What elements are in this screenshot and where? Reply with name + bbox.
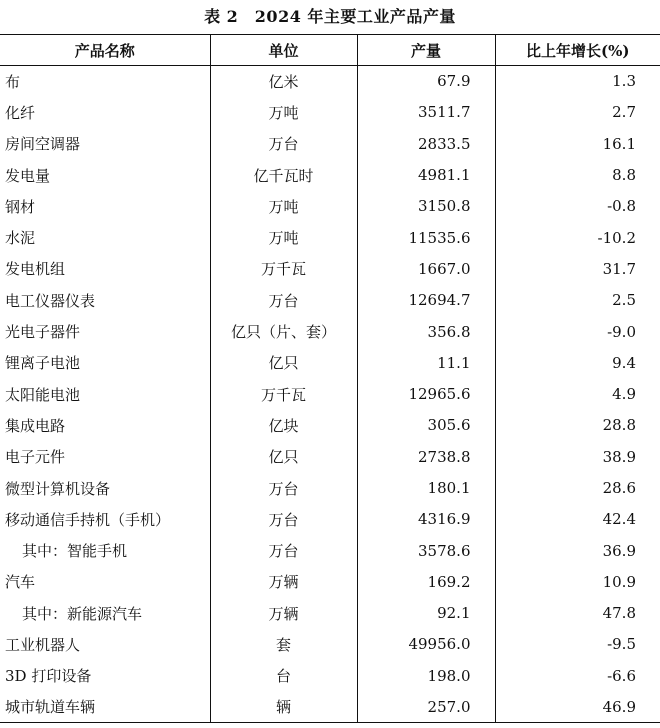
growth-cell: -10.2 xyxy=(495,222,660,253)
growth-cell: 46.9 xyxy=(495,691,660,722)
unit-cell: 万辆 xyxy=(210,598,357,629)
output-cell: 3578.6 xyxy=(357,535,495,566)
output-cell: 169.2 xyxy=(357,566,495,597)
product-name-cell: 太阳能电池 xyxy=(5,385,81,404)
unit-cell: 万吨 xyxy=(210,222,357,253)
output-cell: 1667.0 xyxy=(357,253,495,284)
table-row xyxy=(0,159,660,190)
unit-cell: 亿米 xyxy=(210,66,357,97)
growth-cell: 28.8 xyxy=(495,410,660,441)
output-cell: 12694.7 xyxy=(357,285,495,316)
header-growth: 比上年增长(%) xyxy=(495,35,660,66)
unit-cell: 万台 xyxy=(210,535,357,566)
growth-cell: 9.4 xyxy=(495,347,660,378)
product-name-cell: 微型计算机设备 xyxy=(5,479,111,498)
output-cell: 11535.6 xyxy=(357,222,495,253)
table-row xyxy=(0,316,660,347)
unit-cell: 万吨 xyxy=(210,191,357,222)
growth-cell: 42.4 xyxy=(495,504,660,535)
output-cell: 12965.6 xyxy=(357,378,495,409)
table-row xyxy=(0,347,660,378)
product-name-cell: 城市轨道车辆 xyxy=(0,691,210,722)
unit-cell: 万台 xyxy=(210,472,357,503)
product-name-cell: 其中：智能手机 xyxy=(22,542,128,561)
header-output: 产量 xyxy=(357,35,495,66)
product-name-cell: 电工仪器仪表 xyxy=(5,291,96,310)
table-row xyxy=(0,504,660,535)
unit-cell: 亿只 xyxy=(210,441,357,472)
output-cell: 3150.8 xyxy=(357,191,495,222)
output-cell: 2738.8 xyxy=(357,441,495,472)
unit-cell: 台 xyxy=(210,660,357,691)
table-row xyxy=(0,691,660,722)
product-name-cell: 电子元件 xyxy=(5,448,66,467)
unit-cell: 辆 xyxy=(210,691,357,722)
output-cell: 3511.7 xyxy=(357,97,495,128)
unit-cell: 亿只（片、套） xyxy=(210,316,357,347)
product-name-cell: 其中：新能源汽车 xyxy=(22,604,143,623)
table-row xyxy=(0,66,660,97)
unit-cell: 万台 xyxy=(210,504,357,535)
product-name-cell: 光电子器件 xyxy=(5,323,81,342)
growth-cell: 28.6 xyxy=(495,472,660,503)
output-cell: 92.1 xyxy=(357,598,495,629)
product-name-cell: 发电机组 xyxy=(5,260,66,279)
table-row xyxy=(0,598,660,629)
table-row xyxy=(0,410,660,441)
table-row xyxy=(0,97,660,128)
table-row xyxy=(0,128,660,159)
growth-cell: 1.3 xyxy=(495,66,660,97)
growth-cell: -0.8 xyxy=(495,191,660,222)
product-name-cell: 水泥 xyxy=(5,229,36,248)
output-cell: 198.0 xyxy=(357,660,495,691)
output-cell: 305.6 xyxy=(357,410,495,441)
product-name-cell: 房间空调器 xyxy=(5,135,81,154)
unit-cell: 亿千瓦时 xyxy=(210,159,357,190)
table-row xyxy=(0,629,660,660)
output-cell: 49956.0 xyxy=(357,629,495,660)
table-row xyxy=(0,566,660,597)
unit-cell: 万台 xyxy=(210,128,357,159)
output-cell: 257.0 xyxy=(357,691,495,722)
unit-cell: 万辆 xyxy=(210,566,357,597)
product-name-cell: 钢材 xyxy=(5,197,36,216)
table-row xyxy=(0,285,660,316)
product-name-cell: 集成电路 xyxy=(5,416,66,435)
output-cell: 4981.1 xyxy=(357,159,495,190)
growth-cell: 36.9 xyxy=(495,535,660,566)
product-name-cell: 工业机器人 xyxy=(5,635,81,654)
output-cell: 356.8 xyxy=(357,316,495,347)
header-product-name: 产品名称 xyxy=(0,35,210,66)
growth-cell: 16.1 xyxy=(495,128,660,159)
table-row xyxy=(0,535,660,566)
output-cell: 11.1 xyxy=(357,347,495,378)
growth-cell: 4.9 xyxy=(495,378,660,409)
unit-cell: 万千瓦 xyxy=(210,378,357,409)
growth-cell: 2.5 xyxy=(495,285,660,316)
product-name-cell: 汽车 xyxy=(5,573,36,592)
table-header-row xyxy=(0,35,660,66)
table-row xyxy=(0,472,660,503)
output-cell: 67.9 xyxy=(357,66,495,97)
unit-cell: 万吨 xyxy=(210,97,357,128)
product-name-cell: 锂离子电池 xyxy=(5,354,81,373)
growth-cell: 38.9 xyxy=(495,441,660,472)
unit-cell: 万台 xyxy=(210,285,357,316)
product-name-cell: 布 xyxy=(5,72,21,91)
table-row xyxy=(0,441,660,472)
unit-cell: 亿块 xyxy=(210,410,357,441)
growth-cell: 10.9 xyxy=(495,566,660,597)
table-row xyxy=(0,191,660,222)
product-name-cell: 移动通信手持机（手机） xyxy=(5,510,171,529)
table-body xyxy=(0,66,660,723)
product-name-cell: 发电量 xyxy=(5,166,51,185)
output-cell: 180.1 xyxy=(357,472,495,503)
growth-cell: 47.8 xyxy=(495,598,660,629)
growth-cell: 31.7 xyxy=(495,253,660,284)
growth-cell: -9.0 xyxy=(495,316,660,347)
header-unit: 单位 xyxy=(210,35,357,66)
table-row xyxy=(0,253,660,284)
table-row xyxy=(0,222,660,253)
growth-cell: -6.6 xyxy=(495,660,660,691)
unit-cell: 套 xyxy=(210,629,357,660)
table-row xyxy=(0,378,660,409)
product-name-cell: 3D 打印设备 xyxy=(5,667,92,686)
growth-cell: 2.7 xyxy=(495,97,660,128)
table-row xyxy=(0,660,660,691)
industrial-output-table xyxy=(0,34,660,723)
unit-cell: 亿只 xyxy=(210,347,357,378)
output-cell: 4316.9 xyxy=(357,504,495,535)
growth-cell: -9.5 xyxy=(495,629,660,660)
table-title: 表 2 2024 年主要工业产品产量 xyxy=(204,7,456,26)
unit-cell: 万千瓦 xyxy=(210,253,357,284)
growth-cell: 8.8 xyxy=(495,159,660,190)
output-cell: 2833.5 xyxy=(357,128,495,159)
product-name-cell: 化纤 xyxy=(5,103,36,122)
